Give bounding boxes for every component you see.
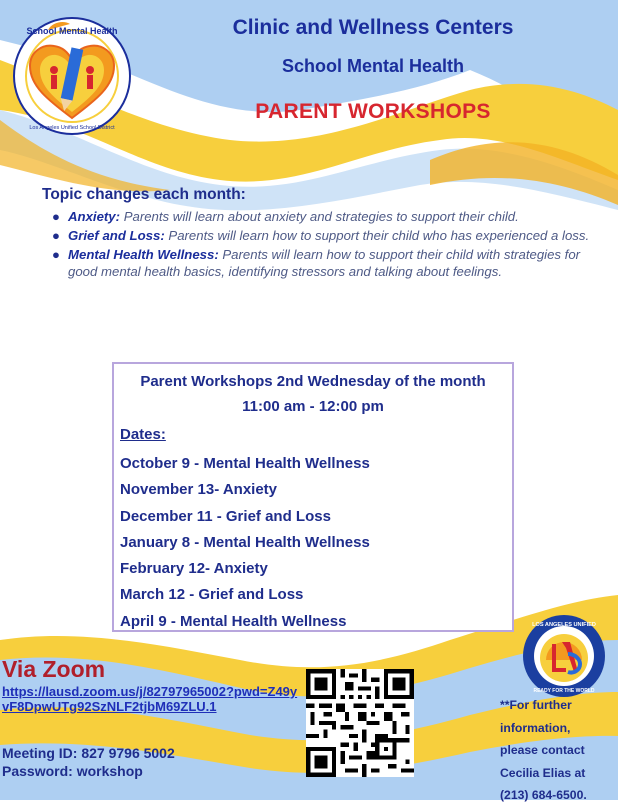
schedule-time: 11:00 am - 12:00 pm xyxy=(242,398,384,415)
zoom-link[interactable]: https://lausd.zoom.us/j/82797965002?pwd=Z49yvF8DpwUTg92SzNLF2tjbM69ZLU.1 xyxy=(2,684,298,714)
zoom-heading: Via Zoom xyxy=(2,656,106,682)
contact-line: Cecilia Elias at xyxy=(500,765,586,780)
topic-term: Anxiety: xyxy=(68,209,121,224)
topic-description: Parents will learn how to support their child who has experienced a loss. xyxy=(164,228,590,243)
meeting-password: Password: workshop xyxy=(2,763,143,779)
list-item: December 11 - Grief and Loss xyxy=(120,507,331,525)
seal-top-text: LOS ANGELES UNIFIED xyxy=(532,622,596,628)
list-item: November 13- Anxiety xyxy=(120,481,278,499)
topic-description: Parents will learn how to support their child with strategies for good mental health basics, identifying stressors and talking about feelings. xyxy=(68,247,581,279)
contact-line: please contact xyxy=(500,743,585,757)
logo-ring-text-lower: Los Angeles Unified School District xyxy=(29,125,115,131)
list-item: March 12 - Grief and Loss xyxy=(120,586,304,604)
logo-ring-text: School Mental Health xyxy=(26,26,118,36)
list-item: January 8 - Mental Health Wellness xyxy=(120,533,370,551)
list-item: October 9 - Mental Health Wellness xyxy=(120,455,370,472)
contact-line: information, xyxy=(500,720,571,735)
dates-label: Dates: xyxy=(120,426,166,443)
qr-code[interactable] xyxy=(306,669,414,777)
list-item xyxy=(50,246,590,280)
page-subtitle: School Mental Health xyxy=(281,56,465,76)
contact-line: (213) 684-6500. xyxy=(500,788,587,802)
bullet-icon: ● xyxy=(52,247,60,262)
topics-list xyxy=(50,208,590,282)
topics-heading: Topic changes each month: xyxy=(42,186,246,203)
meeting-id: Meeting ID: 827 9796 5002 xyxy=(2,745,175,761)
topic-term: Grief and Loss: xyxy=(68,228,165,243)
lausd-seal xyxy=(522,614,606,698)
page-title: Clinic and Wellness Centers xyxy=(232,16,514,39)
list-item xyxy=(50,208,590,225)
list-item: April 9 - Mental Health Wellness xyxy=(120,612,347,630)
contact-info xyxy=(500,694,618,807)
bullet-icon: ● xyxy=(52,209,60,224)
school-mental-health-logo xyxy=(8,14,136,138)
headline: PARENT WORKSHOPS xyxy=(255,100,491,123)
meeting-info xyxy=(2,744,175,780)
contact-line: **For further xyxy=(500,698,572,712)
bullet-icon: ● xyxy=(52,228,60,243)
topic-description: Parents will learn about anxiety and strategies to support their child. xyxy=(120,209,519,224)
list-item xyxy=(50,227,590,244)
schedule-title: Parent Workshops 2nd Wednesday of the month xyxy=(140,373,486,390)
dates-list xyxy=(120,451,370,635)
topic-term: Mental Health Wellness: xyxy=(68,247,219,262)
list-item: February 12- Anxiety xyxy=(120,560,268,578)
seal-bottom-text: READY FOR THE WORLD xyxy=(533,688,595,694)
